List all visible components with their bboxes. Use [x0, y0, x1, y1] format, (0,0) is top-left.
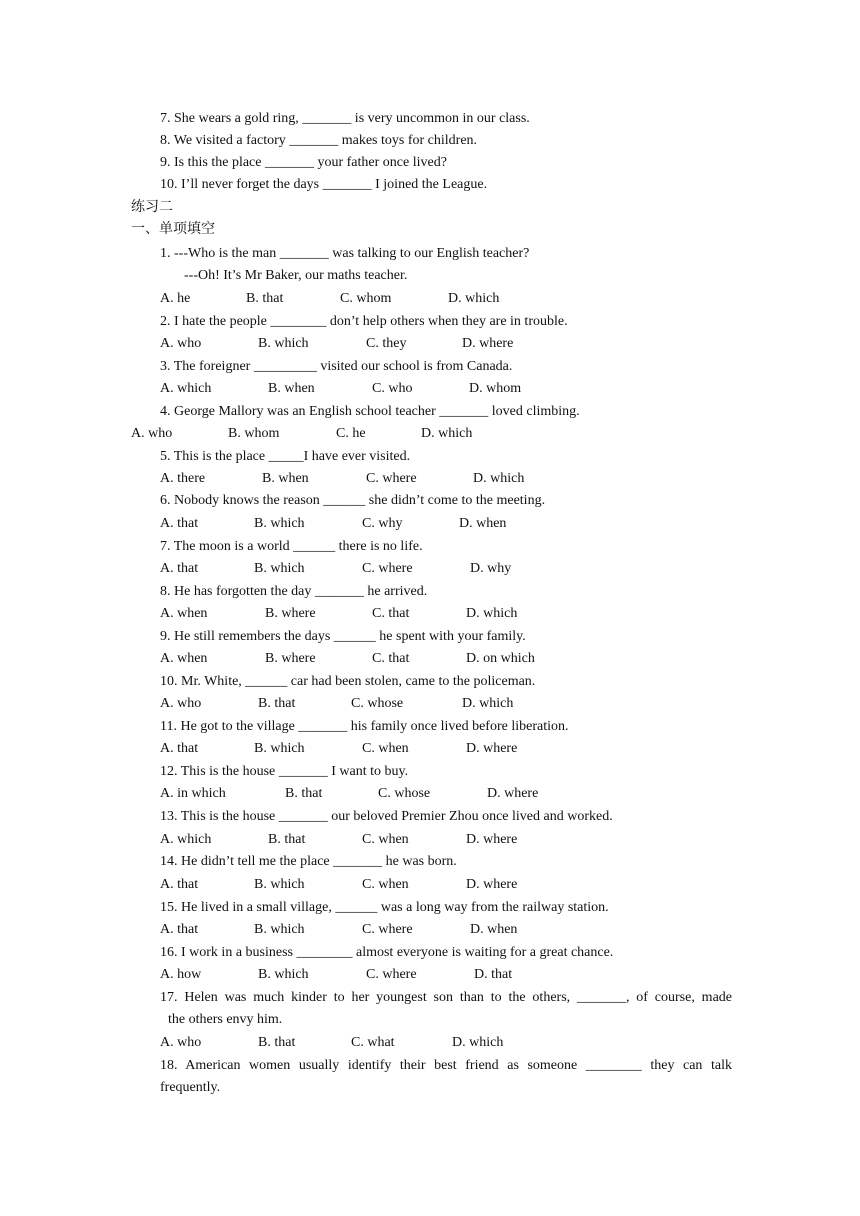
- question-stem: 13. This is the house _______ our beloved Premier Zhou once lived and worked.: [160, 809, 613, 824]
- question-stem: 5. This is the place _____I have ever visited.: [160, 449, 411, 464]
- option-a: A. which: [160, 381, 212, 396]
- option-b: B. which: [254, 516, 305, 531]
- option-d: D. which: [466, 606, 518, 621]
- question-stem-continued: the others envy him.: [168, 1012, 283, 1027]
- option-b: B. whom: [228, 426, 280, 441]
- question-stem: 15. He lived in a small village, ______ was a long way from the railway station.: [160, 900, 609, 915]
- option-d: D. which: [462, 696, 514, 711]
- question-line: 8. We visited a factory _______ makes toys for children.: [160, 133, 478, 148]
- option-a: A. he: [160, 291, 191, 306]
- question-stem: 14. He didn’t tell me the place _______ he was born.: [160, 854, 457, 869]
- option-c: C. why: [362, 516, 403, 531]
- option-a: A. that: [160, 877, 199, 892]
- option-d: D. when: [470, 922, 518, 937]
- option-a: A. who: [160, 696, 202, 711]
- option-c: C. what: [351, 1035, 395, 1050]
- option-d: D. when: [459, 516, 507, 531]
- option-a: A. when: [160, 651, 208, 666]
- option-a: A. when: [160, 606, 208, 621]
- option-c: C. whose: [378, 786, 431, 801]
- question-stem: 4. George Mallory was an English school teacher _______ loved climbing.: [160, 404, 580, 419]
- option-c: C. he: [336, 426, 366, 441]
- option-d: D. where: [466, 877, 518, 892]
- option-d: D. which: [421, 426, 473, 441]
- question-stem: 7. The moon is a world ______ there is no life.: [160, 539, 423, 554]
- option-c: C. that: [372, 606, 410, 621]
- option-d: D. which: [452, 1035, 504, 1050]
- question-stem: 17. Helen was much kinder to her youngest son than to the others, _______, of course, made: [160, 990, 732, 1005]
- option-a: A. who: [160, 1035, 202, 1050]
- option-b: B. when: [268, 381, 315, 396]
- question-stem: 11. He got to the village _______ his family once lived before liberation.: [160, 719, 569, 734]
- option-a: A. how: [160, 967, 202, 982]
- question-line: 7. She wears a gold ring, _______ is very uncommon in our class.: [160, 111, 530, 126]
- subsection-title: 一、单项填空: [131, 221, 215, 237]
- option-a: A. there: [160, 471, 206, 486]
- option-c: C. whose: [351, 696, 404, 711]
- option-c: C. when: [362, 741, 409, 756]
- option-a: A. that: [160, 741, 199, 756]
- question-stem-continued: ---Oh! It’s Mr Baker, our maths teacher.: [184, 268, 408, 283]
- option-b: B. when: [262, 471, 309, 486]
- option-d: D. on which: [466, 651, 535, 666]
- question-stem: 1. ---Who is the man _______ was talking to our English teacher?: [160, 246, 530, 261]
- question-stem: 8. He has forgotten the day _______ he arrived.: [160, 584, 428, 599]
- option-a: A. that: [160, 922, 199, 937]
- option-c: C. when: [362, 877, 409, 892]
- question-stem-continued: frequently.: [160, 1080, 221, 1095]
- option-c: C. where: [366, 967, 417, 982]
- question-stem: 16. I work in a business ________ almost everyone is waiting for a great chance.: [160, 945, 614, 960]
- option-d: D. where: [462, 336, 514, 351]
- option-d: D. that: [474, 967, 513, 982]
- option-a: A. which: [160, 832, 212, 847]
- option-c: C. when: [362, 832, 409, 847]
- option-d: D. where: [487, 786, 539, 801]
- question-stem: 3. The foreigner _________ visited our school is from Canada.: [160, 359, 513, 374]
- option-b: B. which: [254, 877, 305, 892]
- option-c: C. where: [366, 471, 417, 486]
- question-stem: 12. This is the house _______ I want to buy.: [160, 764, 409, 779]
- question-stem: 6. Nobody knows the reason ______ she didn’t come to the meeting.: [160, 493, 546, 508]
- option-c: C. they: [366, 336, 407, 351]
- question-line: 10. I’ll never forget the days _______ I joined the League.: [160, 177, 488, 192]
- option-b: B. that: [285, 786, 323, 801]
- question-line: 9. Is this the place _______ your father once lived?: [160, 155, 447, 170]
- option-b: B. that: [258, 1035, 296, 1050]
- option-b: B. which: [254, 741, 305, 756]
- option-b: B. which: [254, 561, 305, 576]
- option-a: A. that: [160, 561, 199, 576]
- option-a: A. that: [160, 516, 199, 531]
- option-c: C. whom: [340, 291, 392, 306]
- option-b: B. which: [258, 336, 309, 351]
- option-a: A. in which: [160, 786, 226, 801]
- question-stem: 18. American women usually identify their best friend as someone ________ they can talk: [160, 1058, 732, 1073]
- option-c: C. where: [362, 561, 413, 576]
- option-c: C. that: [372, 651, 410, 666]
- option-b: B. that: [258, 696, 296, 711]
- option-b: B. which: [258, 967, 309, 982]
- option-d: D. where: [466, 741, 518, 756]
- option-b: B. where: [265, 651, 316, 666]
- option-d: D. which: [448, 291, 500, 306]
- option-a: A. who: [160, 336, 202, 351]
- question-stem: 10. Mr. White, ______ car had been stolen, came to the policeman.: [160, 674, 536, 689]
- question-stem: 2. I hate the people ________ don’t help others when they are in trouble.: [160, 314, 568, 329]
- option-b: B. that: [268, 832, 306, 847]
- option-d: D. whom: [469, 381, 522, 396]
- option-b: B. where: [265, 606, 316, 621]
- option-d: D. where: [466, 832, 518, 847]
- option-d: D. why: [470, 561, 512, 576]
- option-d: D. which: [473, 471, 525, 486]
- option-b: B. which: [254, 922, 305, 937]
- option-c: C. who: [372, 381, 413, 396]
- section-title: 练习二: [131, 199, 173, 215]
- question-stem: 9. He still remembers the days ______ he spent with your family.: [160, 629, 526, 644]
- option-a: A. who: [131, 426, 173, 441]
- option-b: B. that: [246, 291, 284, 306]
- option-c: C. where: [362, 922, 413, 937]
